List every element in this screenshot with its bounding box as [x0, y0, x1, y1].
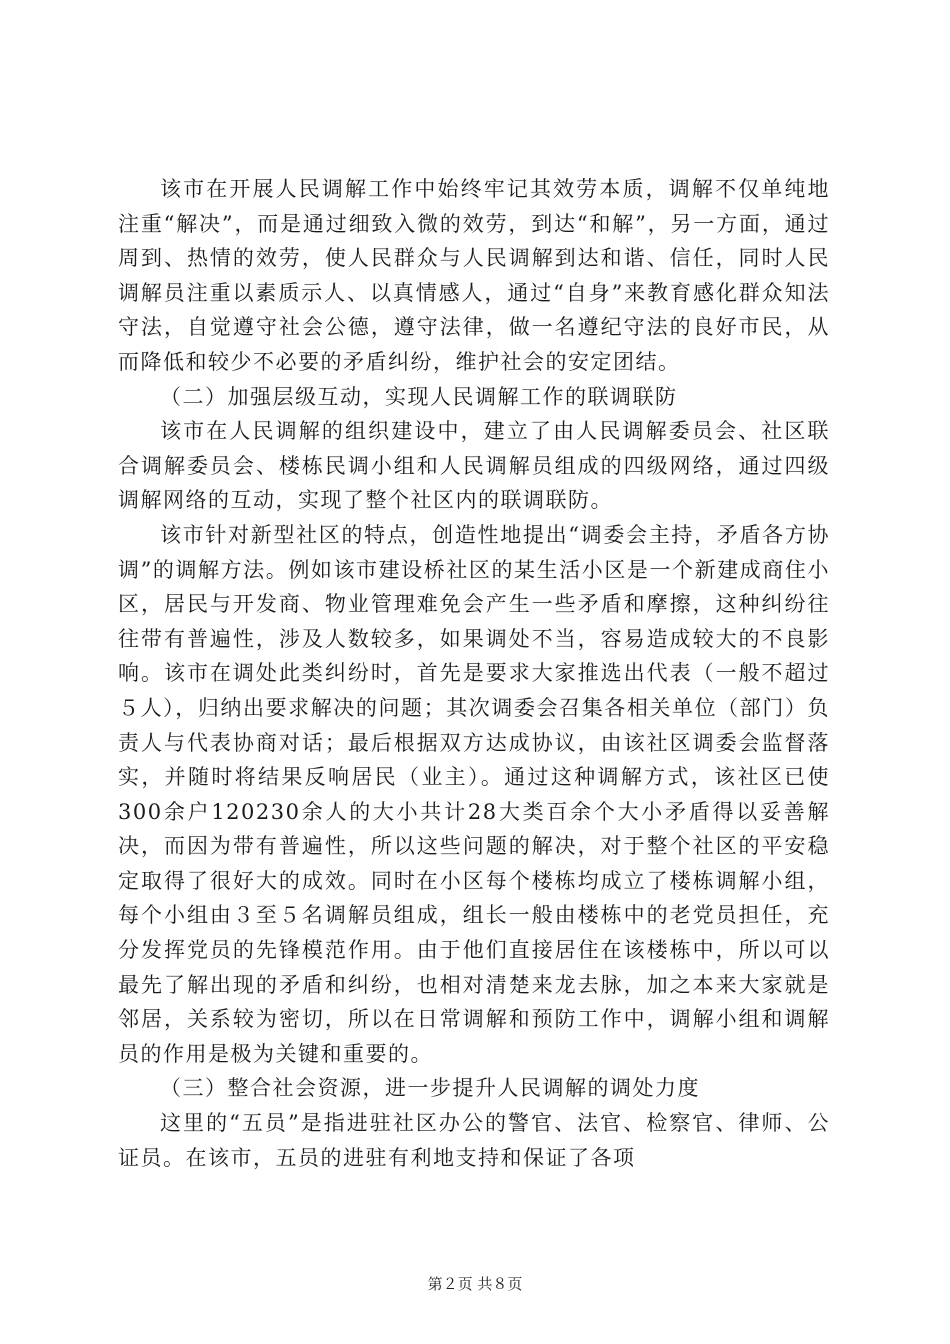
document-body [118, 172, 830, 1175]
page-number-footer: 第２页 共８页 [427, 1275, 523, 1293]
paragraph-service-essence: 该市在开展人民调解工作中始终牢记其效劳本质，调解不仅单纯地注重“解决”，而是通过细致入微的效劳，到达“和解”，另一方面，通过周到、热情的效劳，使人民群众与人民调解到达和谐、信任，同时人民调解员注重以素质示人、以真情感人，通过“自身”来教育感化群众知法守法，自觉遵守社会公德，遵守法律，做一名遵纪守法的良好市民，从而降低和较少不必要的矛盾纠纷，维护社会的安定团结。 [118, 177, 830, 374]
section-heading-three: （三）整合社会资源，进一步提升人民调解的调处力度 [160, 1076, 700, 1101]
section-heading-two: （二）加强层级互动，实现人民调解工作的联调联防 [160, 384, 678, 409]
paragraph-five-officers: 这里的“五员”是指进驻社区办公的警官、法官、检察官、律师、公证员。在该市，五员的进驻有利地支持和保证了各项 [118, 1111, 830, 1170]
paragraph-four-level-network: 该市在人民调解的组织建设中，建立了由人民调解委员会、社区联合调解委员会、楼栋民调小组和人民调解员组成的四级网络，通过四级调解网络的互动，实现了整个社区内的联调联防。 [118, 419, 830, 513]
paragraph-mediation-method: 该市针对新型社区的特点，创造性地提出“调委会主持，矛盾各方协调”的调解方法。例如该市建设桥社区的某生活小区是一个新建成商住小区，居民与开发商、物业管理难免会产生一些矛盾和摩擦，这种纠纷往往带有普遍性，涉及人数较多，如果调处不当，容易造成较大的不良影响。该市在调处此类纠纷时，首先是要求大家推选出代表（一般不超过５人），归纳出要求解决的问题；其次调委会召集各相关单位（部门）负责人与代表协商对话；最后根据双方达成协议，由该社区调委会监督落实，并随时将结果反响居民（业主）。通过这种调解方式，该社区已使300余户120230余人的大小共计28大类百余个大小矛盾得以妥善解决，而因为带有普遍性，所以这些问题的解决，对于整个社区的平安稳定取得了很好大的成效。同时在小区每个楼栋均成立了楼栋调解小组，每个小组由３至５名调解员组成，组长一般由楼栋中的老党员担任，充分发挥党员的先锋模范作用。由于他们直接居住在该楼栋中，所以可以最先了解出现的矛盾和纠纷，也相对清楚来龙去脉，加之本来大家就是邻居，关系较为密切，所以在日常调解和预防工作中，调解小组和调解员的作用是极为关键和重要的。 [118, 522, 830, 1066]
